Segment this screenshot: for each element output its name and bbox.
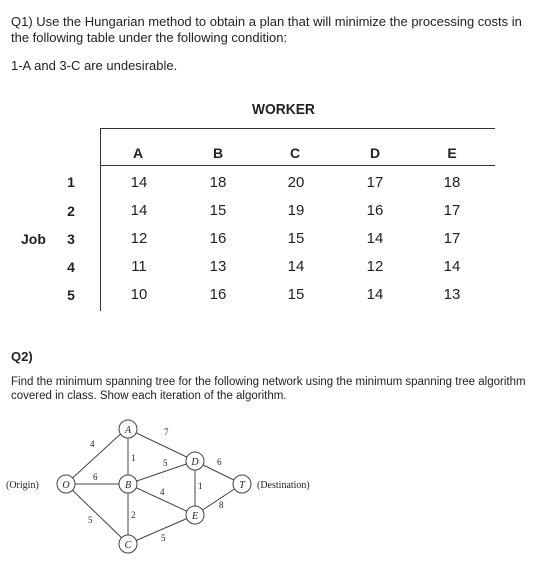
table-top-rule xyxy=(100,128,495,129)
table-cell: 10 xyxy=(130,286,148,303)
table-left-rule xyxy=(100,128,101,311)
edge-weight-o-b: 6 xyxy=(93,472,98,482)
edge-a-d xyxy=(128,429,195,461)
question-2-text: Find the minimum spanning tree for the following network using the minimum spanning tree algorithm covered in class. Show each iteration of the algorithm. xyxy=(11,376,526,402)
table-cell: 13 xyxy=(443,286,461,303)
table-cell: 14 xyxy=(366,230,384,247)
edge-weight-b-c: 2 xyxy=(131,510,136,520)
edge-weight-o-a: 4 xyxy=(90,439,95,449)
table-cell: 11 xyxy=(131,258,147,275)
edge-b-d xyxy=(128,461,195,484)
question-1-condition: 1-A and 3-C are undesirable. xyxy=(11,58,178,73)
edge-weight-a-b: 1 xyxy=(131,453,136,463)
node-label-t: T xyxy=(239,480,245,491)
node-label-a: A xyxy=(124,425,132,436)
node-label-o: O xyxy=(62,480,70,491)
table-cell: 20 xyxy=(287,174,305,191)
table-cell: 17 xyxy=(443,230,461,247)
table-cell: 15 xyxy=(209,202,227,219)
edge-weight-b-d: 5 xyxy=(163,458,168,468)
destination-label: (Destination) xyxy=(257,480,310,491)
network-diagram xyxy=(0,405,545,586)
table-cell: 14 xyxy=(287,258,305,275)
edge-weight-d-e: 1 xyxy=(198,481,203,491)
table-title-worker: WORKER xyxy=(252,101,315,118)
table-cell: 12 xyxy=(130,230,148,247)
row-header-2: 2 xyxy=(67,203,75,219)
column-header-d: D xyxy=(369,145,381,161)
question-1-text: Q1) Use the Hungarian method to obtain a plan that will minimize the processing costs in the following table under the following condition: xyxy=(11,14,522,45)
row-header-3: 3 xyxy=(67,231,75,247)
table-cell: 14 xyxy=(130,174,148,191)
row-group-label-job: Job xyxy=(21,231,46,247)
table-cell: 14 xyxy=(366,286,384,303)
table-cell: 16 xyxy=(209,286,227,303)
table-cell: 17 xyxy=(366,174,384,191)
node-label-c: C xyxy=(124,540,132,551)
edge-weight-c-e: 5 xyxy=(161,533,166,543)
table-cell: 18 xyxy=(209,174,227,191)
table-cell: 14 xyxy=(130,202,148,219)
table-cell: 18 xyxy=(443,174,461,191)
table-cell: 19 xyxy=(287,202,305,219)
table-header-rule xyxy=(100,165,495,166)
edge-weight-o-c: 5 xyxy=(88,515,93,525)
edge-weight-b-e: 4 xyxy=(160,487,165,497)
edge-weight-e-t: 8 xyxy=(219,500,224,510)
origin-label: (Origin) xyxy=(6,480,39,491)
table-cell: 16 xyxy=(209,230,227,247)
column-header-b: B xyxy=(212,145,224,161)
table-cell: 16 xyxy=(366,202,384,219)
node-label-d: D xyxy=(191,457,199,468)
table-cell: 12 xyxy=(366,258,384,275)
question-2-label: Q2) xyxy=(11,349,33,364)
column-header-c: C xyxy=(289,145,301,161)
row-header-1: 1 xyxy=(67,174,75,190)
edge-weight-a-d: 7 xyxy=(164,427,169,437)
column-header-a: A xyxy=(132,145,144,161)
table-cell: 14 xyxy=(443,258,461,275)
edge-weight-d-t: 6 xyxy=(217,457,222,467)
table-cell: 15 xyxy=(287,286,305,303)
edge-o-c xyxy=(66,484,128,544)
node-label-b: B xyxy=(124,480,132,491)
row-header-4: 4 xyxy=(67,259,75,275)
table-cell: 13 xyxy=(209,258,227,275)
node-label-e: E xyxy=(191,511,199,522)
column-header-e: E xyxy=(447,145,457,161)
table-cell: 15 xyxy=(287,230,305,247)
table-cell: 17 xyxy=(443,202,461,219)
row-header-5: 5 xyxy=(67,287,75,303)
